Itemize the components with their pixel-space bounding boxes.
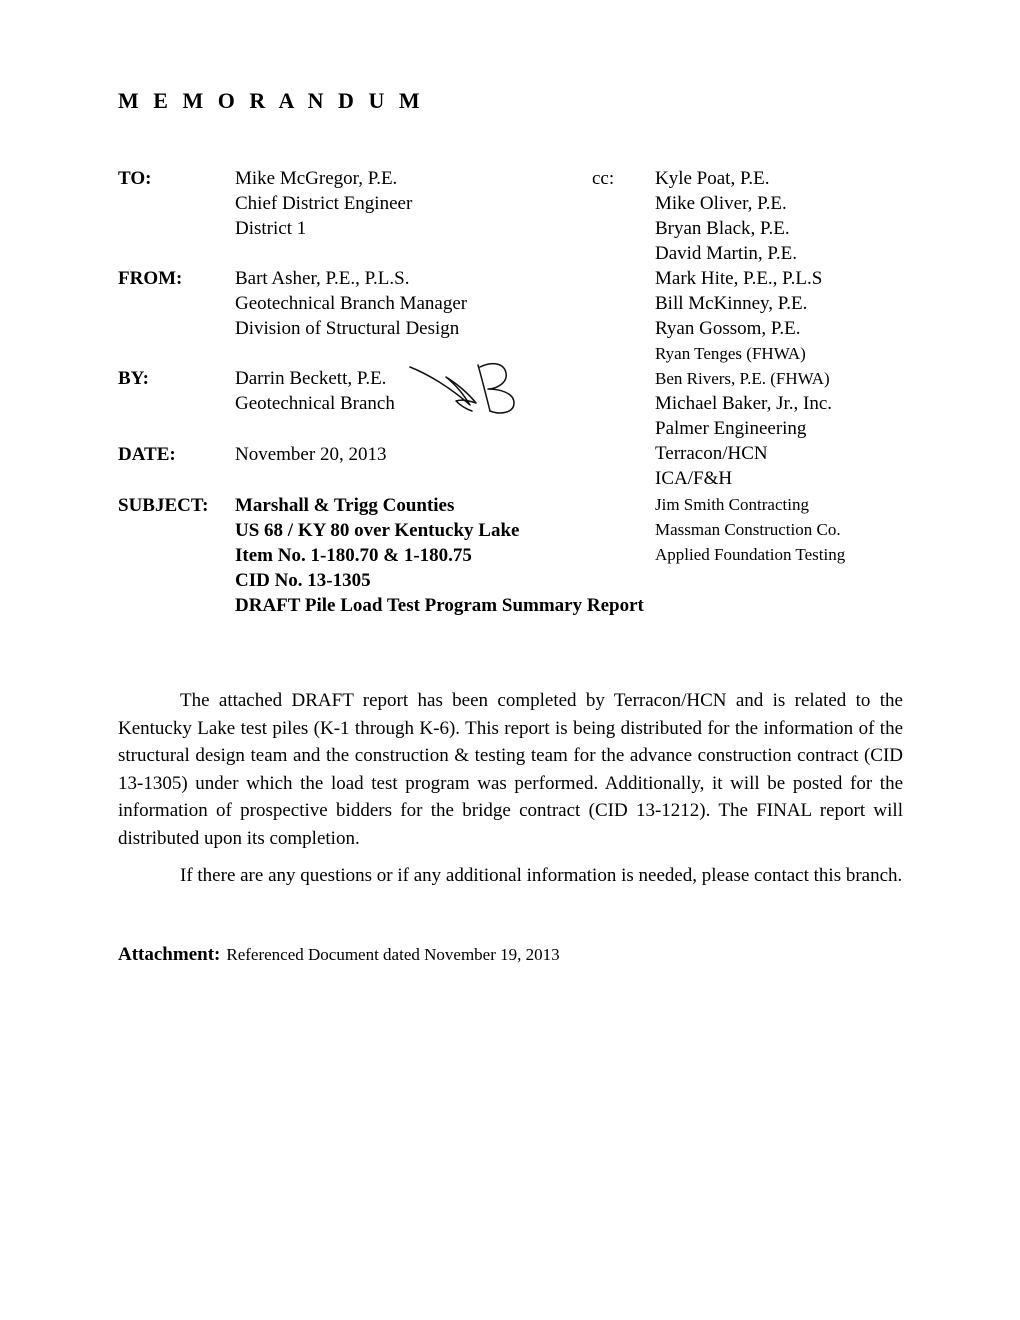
attachment-value: Referenced Document dated November 19, 2013 [226,945,560,964]
cc-list-item: Bryan Black, P.E. [655,218,790,239]
field-row-from-line-2 [0,293,560,318]
field-label-from: FROM: [118,268,183,289]
field-value-to-line-3: District 1 [235,218,307,239]
cc-list-item: Terracon/HCN [655,443,768,464]
field-value-by-line-2: Geotechnical Branch [235,393,395,414]
field-value-date: November 20, 2013 [235,444,387,465]
page-title: M E M O R A N D U M [118,88,425,113]
cc-label: cc: [592,168,615,189]
field-row-subject-line-5 [0,595,644,620]
field-row-subject-line-3 [0,545,560,570]
field-value-subject-line-4: CID No. 13-1305 [235,570,371,591]
field-row-from [0,268,560,293]
field-value-from-line-3: Division of Structural Design [235,318,460,339]
cc-list-item: Mike Oliver, P.E. [655,193,787,214]
field-value-subject-line-3: Item No. 1-180.70 & 1-180.75 [235,545,472,566]
cc-list-item: Massman Construction Co. [655,520,841,539]
cc-list-item: Ryan Gossom, P.E. [655,318,801,339]
cc-list-item: Palmer Engineering [655,418,807,439]
cc-list-item: Kyle Poat, P.E. [655,168,770,189]
cc-list-item: Jim Smith Contracting [655,495,809,514]
field-value-by-line-1: Darrin Beckett, P.E. [235,368,387,389]
field-value-to-line-1: Mike McGregor, P.E. [235,168,398,189]
field-value-subject-line-2: US 68 / KY 80 over Kentucky Lake [235,520,520,541]
field-row-to-line-2 [0,193,560,218]
field-row-by [0,368,560,393]
field-row-subject [0,495,560,520]
field-row-to-line-3 [0,218,560,243]
field-label-subject: SUBJECT: [118,495,209,516]
cc-list-item: Michael Baker, Jr., Inc. [655,393,833,414]
attachment-row [118,944,560,966]
field-label-to: TO: [118,168,152,189]
field-value-to-line-2: Chief District Engineer [235,193,413,214]
field-row-by-line-2 [0,393,560,418]
attachment-label: Attachment: [118,944,221,965]
field-value-from-line-1: Bart Asher, P.E., P.L.S. [235,268,410,289]
field-row-date [0,444,560,469]
field-value-subject-line-5: DRAFT Pile Load Test Program Summary Report [235,595,644,616]
cc-list-item: Bill McKinney, P.E. [655,293,808,314]
field-value-subject-line-1: Marshall & Trigg Counties [235,495,455,516]
cc-list-item: Applied Foundation Testing [655,545,846,564]
cc-list-item: Mark Hite, P.E., P.L.S [655,268,823,289]
field-value-from-line-2: Geotechnical Branch Manager [235,293,468,314]
field-row-to [0,168,560,193]
cc-list-item: Ben Rivers, P.E. (FHWA) [655,369,830,388]
field-row-from-line-3 [0,318,560,343]
body-paragraph-1: The attached DRAFT report has been completed by Terracon/HCN and is related to the Kentucky Lake test piles (K-1 through K-6). This report is being distributed for the information of the structural design team and the construction & testing team for the advance construction contract (CID 13-1305) under which the load test program was performed. Additionally, it will be posted for the information of prospective bidders for the bridge contract (CID 13-1212). The FINAL report will distributed upon its completion. [118,690,903,849]
field-label-by: BY: [118,368,149,389]
field-label-date: DATE: [118,444,176,465]
body-paragraph-2: If there are any questions or if any additional information is needed, please contact this branch. [180,865,903,886]
field-row-subject-line-4 [0,570,560,595]
field-row-subject-line-2 [0,520,560,545]
cc-list-item: David Martin, P.E. [655,243,797,264]
cc-list-item: Ryan Tenges (FHWA) [655,344,806,363]
cc-list-item: ICA/F&H [655,468,733,489]
